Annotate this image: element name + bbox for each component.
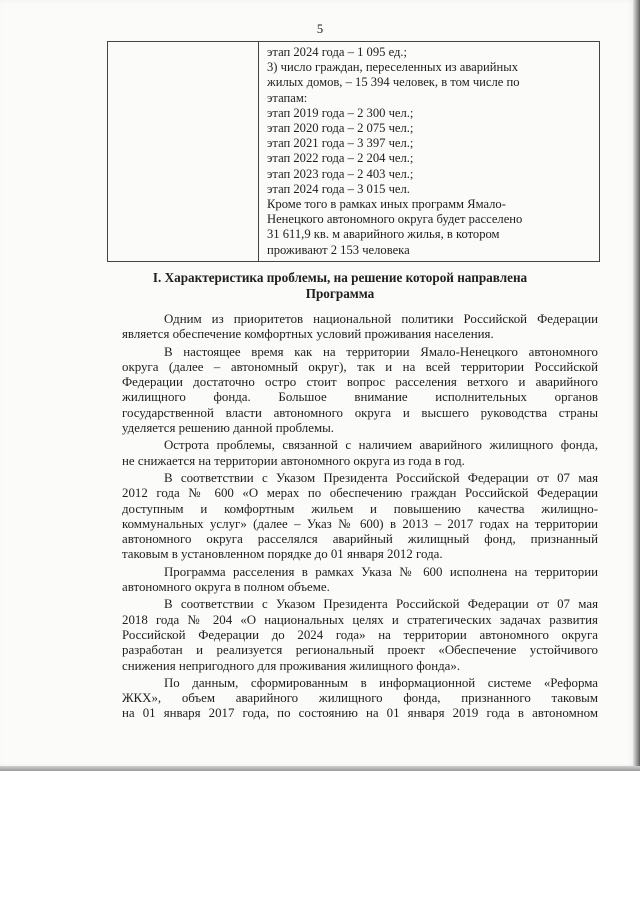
table-line: этап 2023 года – 2 403 чел.; [267,166,414,181]
paragraph-line: Одним из приоритетов национальной политики Российской Федерации [164,312,598,326]
paragraph-line: округа (далее – автономный округ), так и на всей территории Российской [122,359,598,374]
page-edge-shadow [633,0,640,770]
section-heading-line: Программа [305,286,375,301]
paragraph-line: В настоящее время как на территории Ямало-Ненецкого автономного [164,344,598,359]
paragraph-line: является обеспечение комфортных условий проживания населения. [122,327,494,342]
paragraph-line: автономного округа расселялся аварийный жилищный фонд, признанный [122,532,598,547]
section-body [80,312,598,724]
table-left-cell [108,42,259,262]
table-right-cell [259,42,600,262]
paragraph-line: Федерации достаточно остро стоит вопрос расселения ветхого и аварийного [122,375,598,390]
paragraph-line: на 01 января 2017 года, по состоянию на 01 января 2019 года в автономном [122,706,598,721]
page-bottom-edge [0,766,640,771]
program-passport-table [107,41,600,262]
paragraph-line: В соответствии с Указом Президента Российской Федерации от 07 мая [164,470,598,485]
paragraph [80,676,598,722]
paragraph-line: В соответствии с Указом Президента Российской Федерации от 07 мая [164,597,598,612]
paragraph [80,597,598,673]
table-line: этап 2024 года – 3 015 чел. [267,181,410,196]
paragraph-line: жилищного фонда. Большое внимание исполнительных органов [122,390,598,405]
table-line: Ненецкого автономного округа будет расселено [267,212,523,227]
paragraph-line: доступным и комфортным жильем и повышению качества жилищно- [122,501,598,516]
paragraph-line: не снижается на территории автономного округа из года в год. [122,453,465,468]
table-line: 3) число граждан, переселенных из аварийных [267,60,519,75]
paragraph-line: 2018 года № 204 «О национальных целях и стратегических задачах развития [122,612,598,627]
paragraph [80,312,598,343]
paragraph-line: По данным, сформированным в информационной системе «Реформа [164,675,598,690]
paragraph-line: Программа расселения в рамках Указа № 600 исполнена на территории [164,564,598,579]
paragraph-line: Российской Федерации до 2024 года» на территории автономного округа [122,627,598,642]
table-line: этап 2020 года – 2 075 чел.; [267,121,414,136]
paragraph [80,438,598,469]
table-line: Кроме того в рамках иных программ Ямало- [267,197,506,212]
paragraph-line: снижения непригодного для проживания жилищного фонда». [122,658,461,673]
table-line: проживают 2 153 человека [267,242,410,257]
table-line: этап 2022 года – 2 204 чел.; [267,151,414,166]
paragraph [80,471,598,563]
table-line: этап 2024 года – 1 095 ед.; [267,45,408,59]
paragraph-line: уделяется решению данной проблемы. [122,421,334,436]
section-heading-line: I. Характеристика проблемы, на решение которой направлена [152,270,528,285]
paragraph-line: 2012 года № 600 «О мерах по обеспечению граждан Российской Федерации [122,486,598,501]
paragraph-line: разработан и реализуется региональный проект «Обеспечение устойчивого [122,643,598,658]
page-number: 5 [316,22,324,36]
table-line: жилых домов, – 15 394 человек, в том числе по [267,75,520,90]
table-line: этап 2019 года – 2 300 чел.; [267,105,414,120]
paragraph-line: автономного округа в полном объеме. [122,580,330,595]
table-line: 31 611,9 кв. м аварийного жилья, в котором [267,227,500,242]
table-line: этапам: [267,90,308,105]
table-line: этап 2021 года – 3 397 чел.; [267,136,414,151]
paragraph [80,345,598,437]
section-heading [80,270,600,302]
paragraph-line: государственной власти автономного округа и высшего руководства страны [122,405,598,420]
paragraph-line: коммунальных услуг» (далее – Указ № 600) в 2013 – 2017 годах на территории [122,516,598,531]
paragraph-line: ЖКХ», объем аварийного жилищного фонда, признанного таковым [122,691,598,706]
paragraph-line: Острота проблемы, связанной с наличием аварийного жилищного фонда, [164,438,598,453]
paragraph-line: таковым в установленном порядке до 01 января 2012 года. [122,547,443,562]
paragraph [80,565,598,596]
